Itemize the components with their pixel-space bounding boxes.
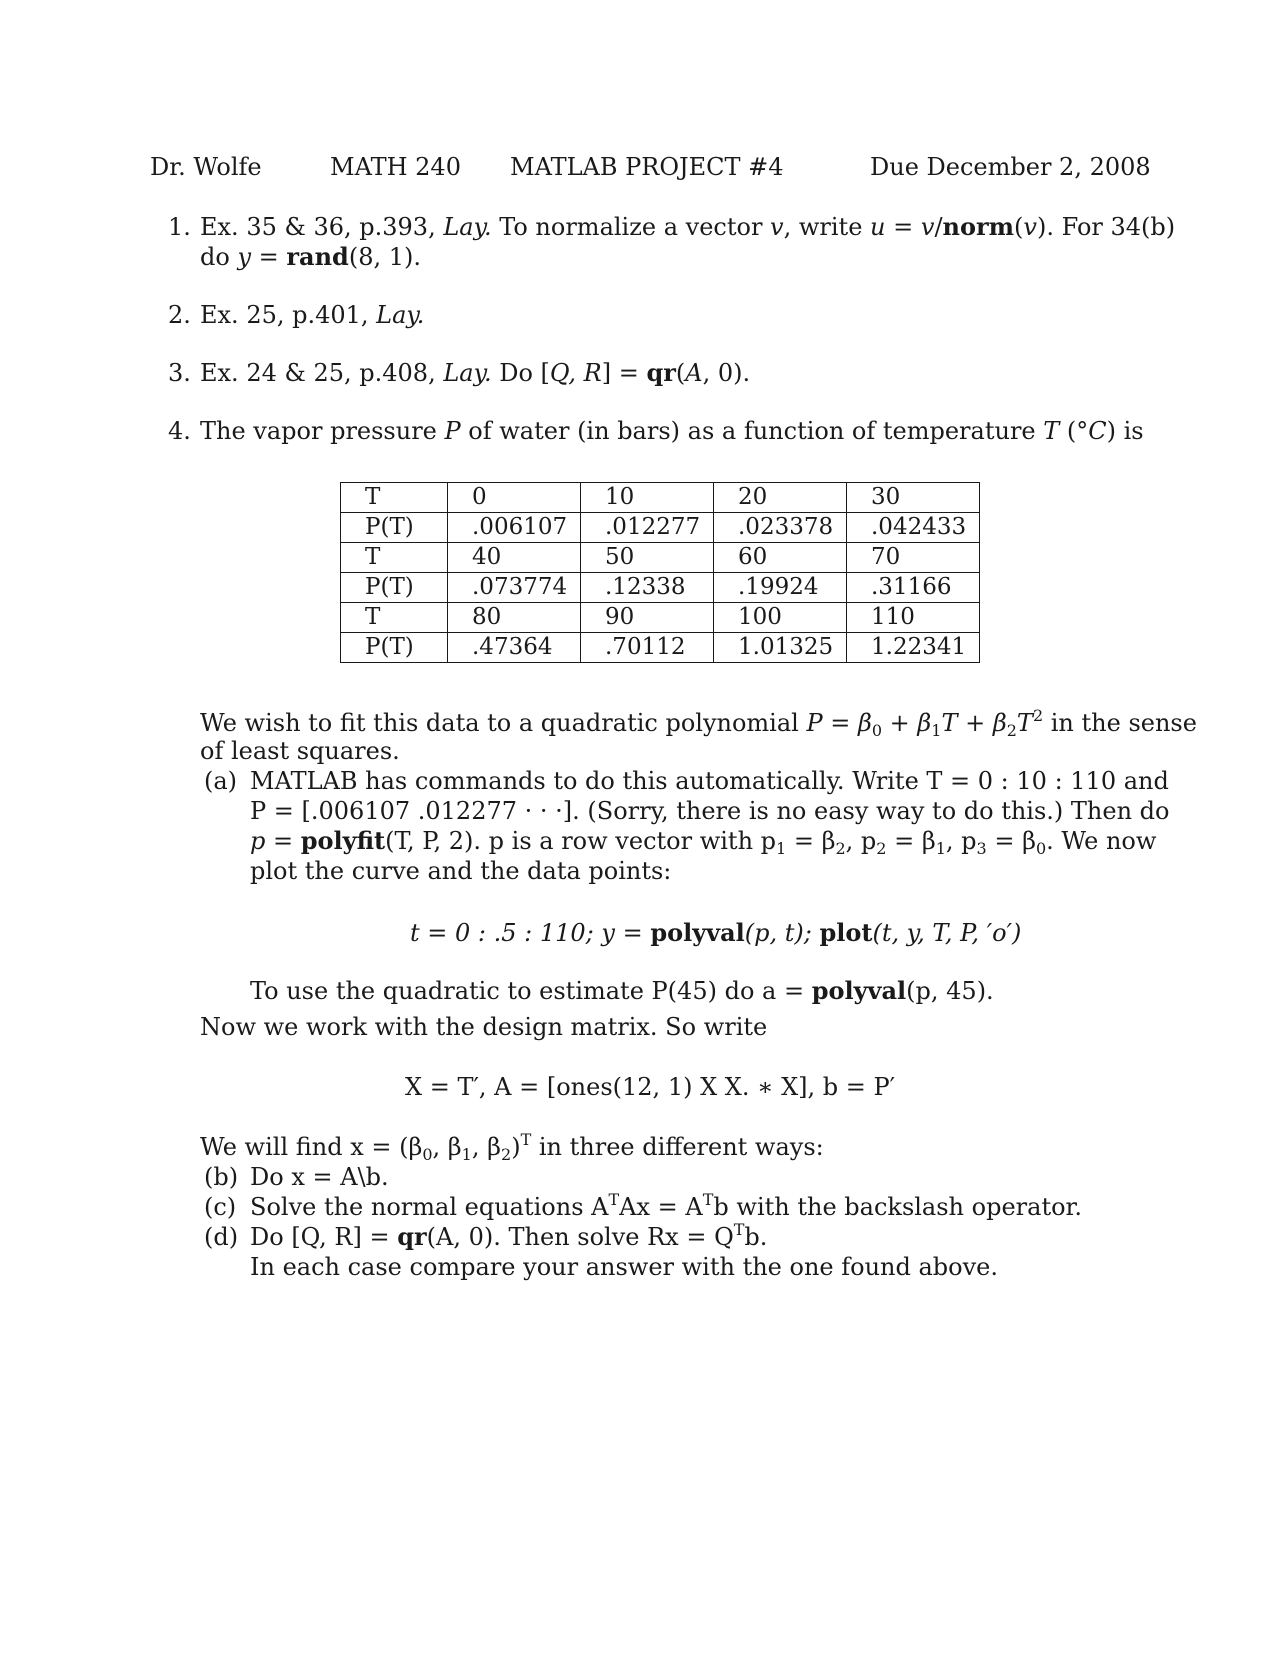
table-cell: 1.22341: [847, 633, 980, 663]
part-d-label: (d): [204, 1223, 239, 1251]
table-cell: .006107: [448, 513, 581, 543]
problem-2-text: Ex. 25, p.401, Lay.: [200, 301, 425, 329]
table-cell: 40: [448, 543, 581, 573]
table-cell: T: [341, 603, 448, 633]
table-cell: .042433: [847, 513, 980, 543]
table-row: [341, 543, 980, 573]
table-row: [341, 573, 980, 603]
closing-line: In each case compare your answer with the one found above.: [250, 1253, 998, 1281]
design-matrix-line: Now we work with the design matrix. So write: [200, 1013, 768, 1041]
problem-4-intro: The vapor pressure P of water (in bars) as a function of temperature T (°C) is: [200, 417, 1144, 445]
problem-3-text: Ex. 24 & 25, p.408, Lay. Do [Q, R] = qr(A, 0).: [200, 358, 751, 387]
problem-3-number: 3.: [168, 359, 191, 387]
part-a-label: (a): [204, 767, 238, 795]
table-cell: P(T): [341, 573, 448, 603]
problem-2-number: 2.: [168, 301, 191, 329]
part-a-line-2: P = [.006107 .012277 · · ·]. (Sorry, there is no easy way to do this.) Then do: [250, 797, 1170, 825]
table-cell: .012277: [581, 513, 714, 543]
problem-1-line-2: do y = rand(8, 1).: [200, 242, 421, 271]
plot-equation: t = 0 : .5 : 110; y = polyval(p, t); plot(t, y, T, P, ′o′): [410, 918, 1022, 947]
table-cell: T: [341, 543, 448, 573]
header-course: MATH 240: [330, 153, 461, 181]
problem-1-line-1: Ex. 35 & 36, p.393, Lay. To normalize a vector v, write u = v/norm(v). For 34(b): [200, 212, 1176, 241]
table-row: [341, 633, 980, 663]
table-cell: .073774: [448, 573, 581, 603]
vapor-pressure-table: [340, 482, 980, 663]
table-cell: .12338: [581, 573, 714, 603]
header-project: MATLAB PROJECT #4: [510, 153, 784, 181]
design-equation: X = T′, A = [ones(12, 1) X X. ∗ X], b = P′: [405, 1073, 896, 1101]
estimate-line: To use the quadratic to estimate P(45) do a = polyval(p, 45).: [250, 976, 994, 1005]
part-a-line-1: MATLAB has commands to do this automatically. Write T = 0 : 10 : 110 and: [250, 767, 1169, 795]
part-c-label: (c): [204, 1193, 237, 1221]
table-row: [341, 603, 980, 633]
table-cell: 110: [847, 603, 980, 633]
header-author: Dr. Wolfe: [150, 153, 262, 181]
table-cell: .31166: [847, 573, 980, 603]
table-row: [341, 483, 980, 513]
find-x-line: We will find $x = (\beta_0$, $\beta_1$, $\beta_2)^T$ in three different ways:: [200, 1130, 824, 1164]
table-cell: .023378: [714, 513, 847, 543]
table-cell: P(T): [341, 513, 448, 543]
table-row: [341, 513, 980, 543]
table-cell: 30: [847, 483, 980, 513]
table-cell: 0: [448, 483, 581, 513]
part-a-line-4: plot the curve and the data points:: [250, 857, 672, 885]
table-cell: 1.01325: [714, 633, 847, 663]
header-due-date: Due December 2, 2008: [870, 153, 1151, 181]
fit-line-1: We wish to fit this data to a quadratic polynomial $P = \beta_0 + \beta_1T + \beta_2T^2$ in the sense: [200, 706, 1197, 740]
part-b-label: (b): [204, 1163, 239, 1191]
table-cell: T: [341, 483, 448, 513]
table-cell: 80: [448, 603, 581, 633]
table-cell: 60: [714, 543, 847, 573]
table-cell: .19924: [714, 573, 847, 603]
fit-line-2: of least squares.: [200, 737, 400, 765]
part-b-text: Do x = A\b.: [250, 1163, 389, 1191]
table-cell: .70112: [581, 633, 714, 663]
table-cell: 10: [581, 483, 714, 513]
problem-4-number: 4.: [168, 417, 191, 445]
table-cell: 50: [581, 543, 714, 573]
table-cell: .47364: [448, 633, 581, 663]
table-cell: 70: [847, 543, 980, 573]
table-cell: 20: [714, 483, 847, 513]
part-c-text: Solve the normal equations $A^TAx = A^Tb$ with the backslash operator.: [250, 1190, 1082, 1221]
table-cell: 100: [714, 603, 847, 633]
part-a-line-3: p = polyfit(T, P, 2). p is a row vector with $p_1 = \beta_2$, $p_2 = \beta_1$, $p_3 = \beta_0$. We now: [250, 826, 1157, 858]
table-cell: 90: [581, 603, 714, 633]
table-cell: P(T): [341, 633, 448, 663]
problem-1-number: 1.: [168, 213, 191, 241]
part-d-text: Do [Q, R] = qr(A, 0). Then solve $Rx = Q^Tb$.: [250, 1220, 768, 1251]
